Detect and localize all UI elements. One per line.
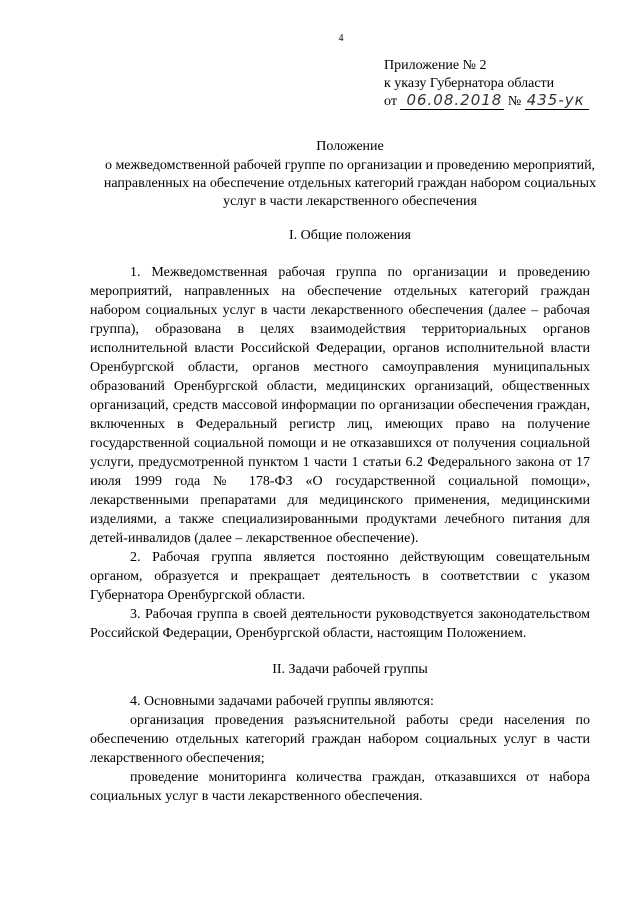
paragraph: проведение мониторинга количества граждан, отказавшихся от набора социальных услуг в части лекарственного обеспечения.	[90, 770, 590, 804]
section-1-heading: I. Общие положения	[289, 228, 411, 243]
annex-title: Приложение № 2	[384, 58, 487, 73]
number-label: №	[507, 94, 522, 109]
decree-date: 06.08.2018	[400, 91, 504, 110]
page-number: 4	[338, 33, 344, 44]
annex-date-line	[384, 92, 589, 111]
section-1-body	[90, 263, 590, 643]
annex-block	[384, 57, 589, 111]
paragraph: 2. Рабочая группа является постоянно действующим совещательным органом, образуется и прекращает деятельность в соответствии с указом Губернатора Оренбургской области.	[90, 550, 590, 603]
document-title: Положение	[316, 139, 384, 154]
section-2-heading: II. Задачи рабочей группы	[272, 662, 428, 677]
annex-reference: к указу Губернатора области	[384, 75, 555, 91]
paragraph: организация проведения разъяснительной работы среди населения по обеспечению отдельных категорий граждан набором социальных услуг в части лекарственного обеспечения;	[90, 713, 590, 766]
decree-number: 435-ук	[525, 91, 589, 110]
paragraph: 1. Межведомственная рабочая группа по организации и проведению мероприятий, направленных на обеспечение отдельных категорий граждан набором социальных услуг в части лекарственного обеспечения (далее – рабочая группа), образована в целях взаимодействия территориальных органов исполнительной власти Российской Федерации, органов исполнительной власти Оренбургской области, органов местного самоуправления муниципальных образований Оренбургской области, медицинских организаций, общественных организаций, средств массовой информации по организации обеспечения граждан, включенных в Федеральный регистр лиц, имеющих право на получение государственной социальной помощи и не отказавшихся от получения социальной услуги, предусмотренной пунктом 1 части 1 статьи 6.2 Федерального закона от 17 июля 1999 года № 178-ФЗ «О государственной социальной помощи», лекарственными препаратами для медицинского применения, медицинскими изделиями, а также специализированными продуктами лечебного питания для детей-инвалидов (далее – лекарственное обеспечение).	[90, 265, 590, 546]
document-subtitle: о межведомственной рабочей группе по организации и проведению мероприятий, направленных на обеспечение отдельных категорий граждан набором социальных услуг в части лекарственного обеспечения	[103, 158, 597, 209]
document-title-block	[90, 138, 610, 211]
paragraph: 3. Рабочая группа в своей деятельности руководствуется законодательством Российской Федерации, Оренбургской области, настоящим Положением.	[90, 607, 590, 641]
section-2-body	[90, 692, 590, 806]
paragraph: 4. Основными задачами рабочей группы являются:	[130, 694, 434, 709]
from-label: от	[384, 94, 397, 109]
